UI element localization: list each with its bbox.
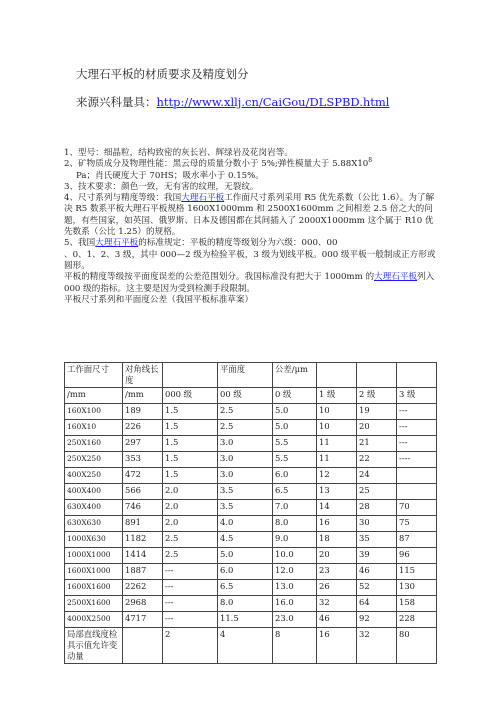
table-cell: 16 [317,516,357,532]
table-cell: 2 [163,628,218,664]
table-cell: 400X250 [65,468,123,484]
table-cell: 13 [317,484,357,500]
item-2-exponent: 8 [368,157,373,165]
table-cell: 3 级 [397,388,437,404]
table-cell: 1600X1600 [65,580,123,596]
table-cell: 2.5 [218,420,273,436]
item-5-cont: 、0、1、2、3 级，其中 000—2 级为检验平板，3 级为划线平板。000 级平板一般制成正方形或圆形。 [64,249,436,271]
table-cell: 1600X1000 [65,564,123,580]
table-cell: 3.5 [218,500,273,516]
table-body [65,363,437,664]
table-cell: 1.5 [163,468,218,484]
item-5-text: 的标准规定：平板的精度等级划分为六级：000、00 [138,238,338,249]
table-cell: 2.0 [163,500,218,516]
table-cell: 1887 [123,564,163,580]
source-line [76,94,389,110]
table-cell: 3.5 [218,484,273,500]
table-cell: 5.0 [273,404,317,420]
table-cell: 2.5 [163,532,218,548]
table-cell: 23 [317,564,357,580]
table-row [65,436,437,452]
table-units-row [65,388,437,404]
table-cell: 250X250 [65,452,123,468]
table-cell: 87 [397,532,437,548]
table-cell: 21 [357,436,397,452]
table-cell: 9.0 [273,532,317,548]
table-cell: 1.5 [163,452,218,468]
table-cell [317,363,357,388]
table-cell: ---- [397,452,437,468]
table-row [65,548,437,564]
table-cell: 2.0 [163,516,218,532]
table-cell: 1 级 [317,388,357,404]
table-cell: 平面度 [218,363,273,388]
table-row [65,596,437,612]
table-cell: 22 [357,452,397,468]
table-cell: 13.0 [273,580,317,596]
table-cell: 11.5 [218,612,273,628]
table-cell: 891 [123,516,163,532]
table-cell: 20 [357,420,397,436]
table-cell: 20 [317,548,357,564]
table-cell: 30 [357,516,397,532]
table-row [65,500,437,516]
table-cell: 4.5 [218,532,273,548]
table-cell: 189 [123,404,163,420]
item-1: 1、型号：细晶粒，结构致密的灰长岩、辉绿岩及花岗岩等。 [64,148,293,158]
table-cell: 32 [357,628,397,664]
item-5-link[interactable]: 大理石平板 [95,238,139,249]
table-cell [163,363,218,388]
table-cell: 12 [317,468,357,484]
table-cell: 353 [123,452,163,468]
source-link[interactable]: http://www.xllj.cn/CaiGou/DLSPBD.html [156,95,390,109]
table-cell: 46 [357,564,397,580]
table-cell: 1.5 [163,404,218,420]
table-cell: 6.5 [218,580,273,596]
table-cell: 28 [357,500,397,516]
table-cell: 6.0 [273,468,317,484]
table-cell: 2968 [123,596,163,612]
item-3: 3、技术要求：颜色一致，无有害的纹理，无裂纹。 [64,181,259,192]
table-cell: 158 [397,596,437,612]
item-4 [64,193,436,238]
table-cell: 4 [218,628,273,664]
table-cell: 3.0 [218,468,273,484]
table-cell: 24 [357,468,397,484]
item-4-text: 工作面尺寸系列采用 R5 优先系数（公比 1.6）。为了解决 R5 数系平板大理石平板规格 1600X1000mm 和 2500X1600mm 之间相差 2.5 倍之大的问题，有些国家，如英国、俄罗斯、日本及德国都在其间插入了 2000X1000mm 这个属于 R10 优先数系（公比 1.25）的规格。 [64,193,435,238]
table-row [65,404,437,420]
table-cell: 250X160 [65,436,123,452]
table-row [65,532,437,548]
table-cell: 630X630 [65,516,123,532]
table-cell: 746 [123,500,163,516]
table-cell: 对角线长度 [123,363,163,388]
table-cell: 11 [317,452,357,468]
table-cell: 35 [357,532,397,548]
table-cell: 8.0 [218,596,273,612]
table-cell: 70 [397,500,437,516]
table-cell: 23.0 [273,612,317,628]
table-cell: 64 [357,596,397,612]
table-cell: 10 [317,404,357,420]
paragraph-6-text: 列入 000 级的指标。这主要是因为受到检测手段限制。 [64,272,435,294]
table-cell: 1.5 [163,436,218,452]
table-cell: 32 [317,596,357,612]
table-cell: 1000X1000 [65,548,123,564]
table-cell: 局部直线度检具示值允许变动量 [65,628,123,664]
table-row [65,468,437,484]
paragraph-6-link[interactable]: 大理石平板 [374,272,418,283]
table-cell: 52 [357,580,397,596]
table-cell: 2.5 [218,404,273,420]
table-cell: 16.0 [273,596,317,612]
table-cell: --- [397,404,437,420]
table-cell: 14 [317,500,357,516]
table-cell: 2.5 [163,548,218,564]
item-5-lead: 5、我国 [64,238,96,249]
paragraph-6 [64,272,436,295]
table-cell: 00 级 [218,388,273,404]
table-cell: 1182 [123,532,163,548]
table-cell: 6.0 [218,564,273,580]
table-cell: 1.5 [163,420,218,436]
table-cell: 130 [397,580,437,596]
table-cell: 3.0 [218,452,273,468]
table-row-local-straightness [65,628,437,664]
table-cell: 75 [397,516,437,532]
item-4-link[interactable]: 大理石平板 [181,193,225,204]
table-cell: 92 [357,612,397,628]
table-cell: 39 [357,548,397,564]
document-body [64,148,436,306]
table-cell: 3.0 [218,436,273,452]
table-cell [397,363,437,388]
table-row [65,516,437,532]
table-cell: 5.0 [218,548,273,564]
table-cell: 5.5 [273,452,317,468]
table-row [65,420,437,436]
table-row [65,452,437,468]
table-cell: /mm [123,388,163,404]
paragraph-6-lead: 平板的精度等级按平面度误差的公差范围划分。我国标准没有把大于 1000mm 的 [64,272,375,283]
table-cell: 472 [123,468,163,484]
item-5 [64,238,436,249]
source-prefix: 来源兴科量具： [76,95,157,109]
table-cell: --- [397,436,437,452]
table-header-row [65,363,437,388]
table-cell: 2500X1600 [65,596,123,612]
table-cell: 566 [123,484,163,500]
table-cell: 10 [317,420,357,436]
table-cell: 5.5 [273,436,317,452]
item-4-lead: 4、尺寸系列与精度等级：我国 [64,193,182,204]
table-cell: 4.0 [218,516,273,532]
table-cell: 000 级 [163,388,218,404]
table-cell: --- [163,612,218,628]
table-cell: 46 [317,612,357,628]
table-cell: 2 级 [357,388,397,404]
table-cell: 6.5 [273,484,317,500]
table-cell: 19 [357,404,397,420]
table-cell: 10.0 [273,548,317,564]
table-cell: 228 [397,612,437,628]
table-cell: 1000X630 [65,532,123,548]
table-cell: 18 [317,532,357,548]
table-row [65,580,437,596]
table-cell [397,484,437,500]
table-cell: 4717 [123,612,163,628]
table-cell: 1414 [123,548,163,564]
table-cell: --- [163,564,218,580]
table-cell: /mm [65,388,123,404]
table-cell: 630X400 [65,500,123,516]
table-cell: 80 [397,628,437,664]
table-cell: 8 [273,628,317,664]
table-cell: 16 [317,628,357,664]
table-cell [397,468,437,484]
table-row [65,564,437,580]
table-cell: 297 [123,436,163,452]
table-cell: 400X400 [65,484,123,500]
table-cell [123,628,163,664]
item-2-cont: Pa；肖氏硬度大于 70HS；吸水率小于 0.15%。 [76,170,264,181]
table-cell: 160X100 [65,404,123,420]
table-cell: 5.0 [273,420,317,436]
table-cell: 7.0 [273,500,317,516]
table-cell: 0 级 [273,388,317,404]
table-cell: 115 [397,564,437,580]
table-cell: 96 [397,548,437,564]
table-caption: 平板尺寸系列和平面度公差（我国平板标准草案） [64,294,254,305]
table-cell: 12.0 [273,564,317,580]
table-cell: 160X10 [65,420,123,436]
table-cell: 2262 [123,580,163,596]
item-2-text: 2、矿物质成分及物理性能：黑云母的质量分数小于 5%;弹性模量大于 5.88X10 [64,159,369,170]
table-cell: 工作面尺寸 [65,363,123,388]
item-2 [64,159,436,170]
table-cell: 25 [357,484,397,500]
table-cell: 2.0 [163,484,218,500]
table-cell: --- [397,420,437,436]
table-row [65,612,437,628]
table-cell: 8.0 [273,516,317,532]
document-title: 大理石平板的材质要求及精度划分 [76,67,249,81]
table-cell: --- [163,580,218,596]
table-cell: --- [163,596,218,612]
table-cell: 4000X2500 [65,612,123,628]
tolerance-table [64,362,437,664]
table-cell: 11 [317,436,357,452]
table-cell [357,363,397,388]
table-row [65,484,437,500]
table-cell: 226 [123,420,163,436]
table-cell: 26 [317,580,357,596]
table-cell: 公差/μm [273,363,317,388]
